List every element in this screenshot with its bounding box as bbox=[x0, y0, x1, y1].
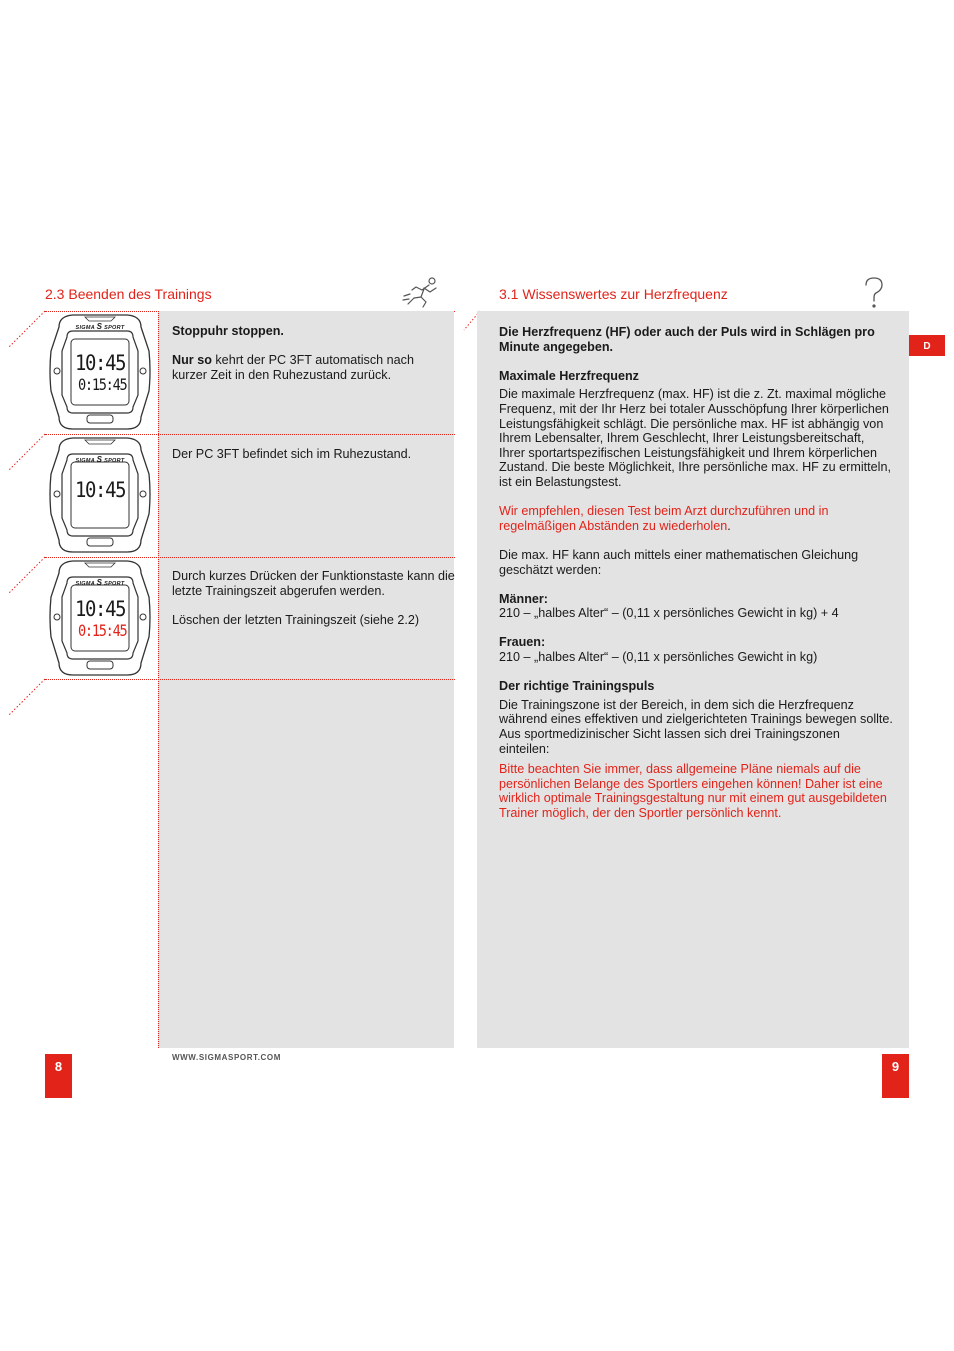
page-number-right: 9 bbox=[882, 1054, 909, 1098]
men-formula: 210 – „halbes Alter“ – (0,11 x persönliches Gewicht in kg) + 4 bbox=[499, 606, 839, 621]
trainer-warning: Bitte beachten Sie immer, dass allgemeine Pläne niemals auf die persönlichen Belange des Sportlers eingehen können! Daher ist eine wirklich optimale Trainingsgestaltung nur mit einem gut ausgebildeten Trainer möglich, der den Sportler persönlich kennt. bbox=[499, 762, 887, 820]
watch-display-3 bbox=[45, 557, 155, 679]
pulse-text: Die Trainingszone ist der Bereich, in dem sich die Herzfrequenz während eines effektiven und zielgerichteten Trainings bewegen sollte. Aus sportmedizinischer Sicht lassen sich drei Trainingszonen einteilen: bbox=[499, 697, 893, 756]
watch-time: 10:45 bbox=[75, 351, 126, 375]
footer-url: WWW.SIGMASPORT.COM bbox=[172, 1053, 282, 1062]
brand-logo: SIGMA S SPORT bbox=[75, 455, 125, 464]
running-person-icon bbox=[402, 276, 442, 308]
watch-display-1 bbox=[45, 311, 155, 433]
page-number-left: 8 bbox=[45, 1054, 72, 1098]
watch-time: 10:45 bbox=[75, 597, 126, 621]
row2-text: Der PC 3FT befindet sich im Ruhezustand. bbox=[172, 447, 412, 461]
row3-body: Durch kurzes Drücken der Funktionstaste kann die letzte Trainingszeit abgerufen werden. bbox=[172, 569, 455, 598]
row-divider bbox=[45, 679, 455, 680]
formula-intro: Die max. HF kann auch mittels einer mathematischen Gleichung geschätzt werden: bbox=[499, 547, 859, 577]
watch-stopwatch: 0:15:45 bbox=[78, 375, 127, 394]
intro-text: Die Herzfrequenz (HF) oder auch der Puls wird in Schlägen pro Minute angegeben. bbox=[499, 325, 875, 354]
watch-stopwatch-red: 0:15:45 bbox=[78, 621, 127, 640]
row1-heading: Stoppuhr stoppen. bbox=[172, 324, 284, 338]
question-mark-icon bbox=[862, 276, 886, 310]
section-title-left: 2.3 Beenden des Trainings bbox=[45, 286, 212, 302]
row1-body: Nur so kehrt der PC 3FT automatisch nach kurzer Zeit in den Ruhezustand zurück. bbox=[172, 353, 414, 382]
section-title-right: 3.1 Wissenswertes zur Herzfrequenz bbox=[499, 286, 728, 302]
margin-diagonals bbox=[0, 300, 50, 720]
row1-text bbox=[172, 324, 450, 382]
recommendation: Wir empfehlen, diesen Test beim Arzt durchzuführen und in regelmäßigen Abständen zu wiederholen. bbox=[499, 504, 829, 533]
heart-rate-article bbox=[499, 325, 893, 821]
row3-text bbox=[172, 569, 456, 627]
language-tab: D bbox=[909, 335, 945, 356]
max-hr-heading: Maximale Herzfrequenz bbox=[499, 368, 639, 383]
row3-note: Löschen der letzten Trainingszeit (siehe 2.2) bbox=[172, 612, 420, 627]
watch-time: 10:45 bbox=[75, 478, 126, 502]
brand-logo: SIGMA S SPORT bbox=[75, 578, 125, 587]
pulse-heading: Der richtige Trainingspuls bbox=[499, 679, 655, 694]
women-label: Frauen: bbox=[499, 635, 546, 650]
brand-logo: SIGMA S SPORT bbox=[75, 322, 125, 331]
watch-display-2 bbox=[45, 434, 155, 556]
max-hr-text: Die maximale Herzfrequenz (max. HF) ist die z. Zt. maximal mögliche Frequenz, mit der Ihr Herz bei totaler Ausschöpfung Ihrer körperlichen Leistungsfähigkeit schlägt. Die persönliche max. HF ist abhängig von Ihrem Lebensalter, Ihrem Geschlecht, Ihrer Leistungsbereitschaft, Ihrer sportartspezifischen Leistungsfähigkeit und Ihrem körperlichen Zustand. Die beste Möglichkeit, Ihre persönliche max. HF zu ermitteln, ist ein Belastungstest. bbox=[499, 387, 891, 489]
women-formula: 210 – „halbes Alter“ – (0,11 x persönliches Gewicht in kg) bbox=[499, 650, 818, 665]
men-label: Männer: bbox=[499, 591, 548, 606]
